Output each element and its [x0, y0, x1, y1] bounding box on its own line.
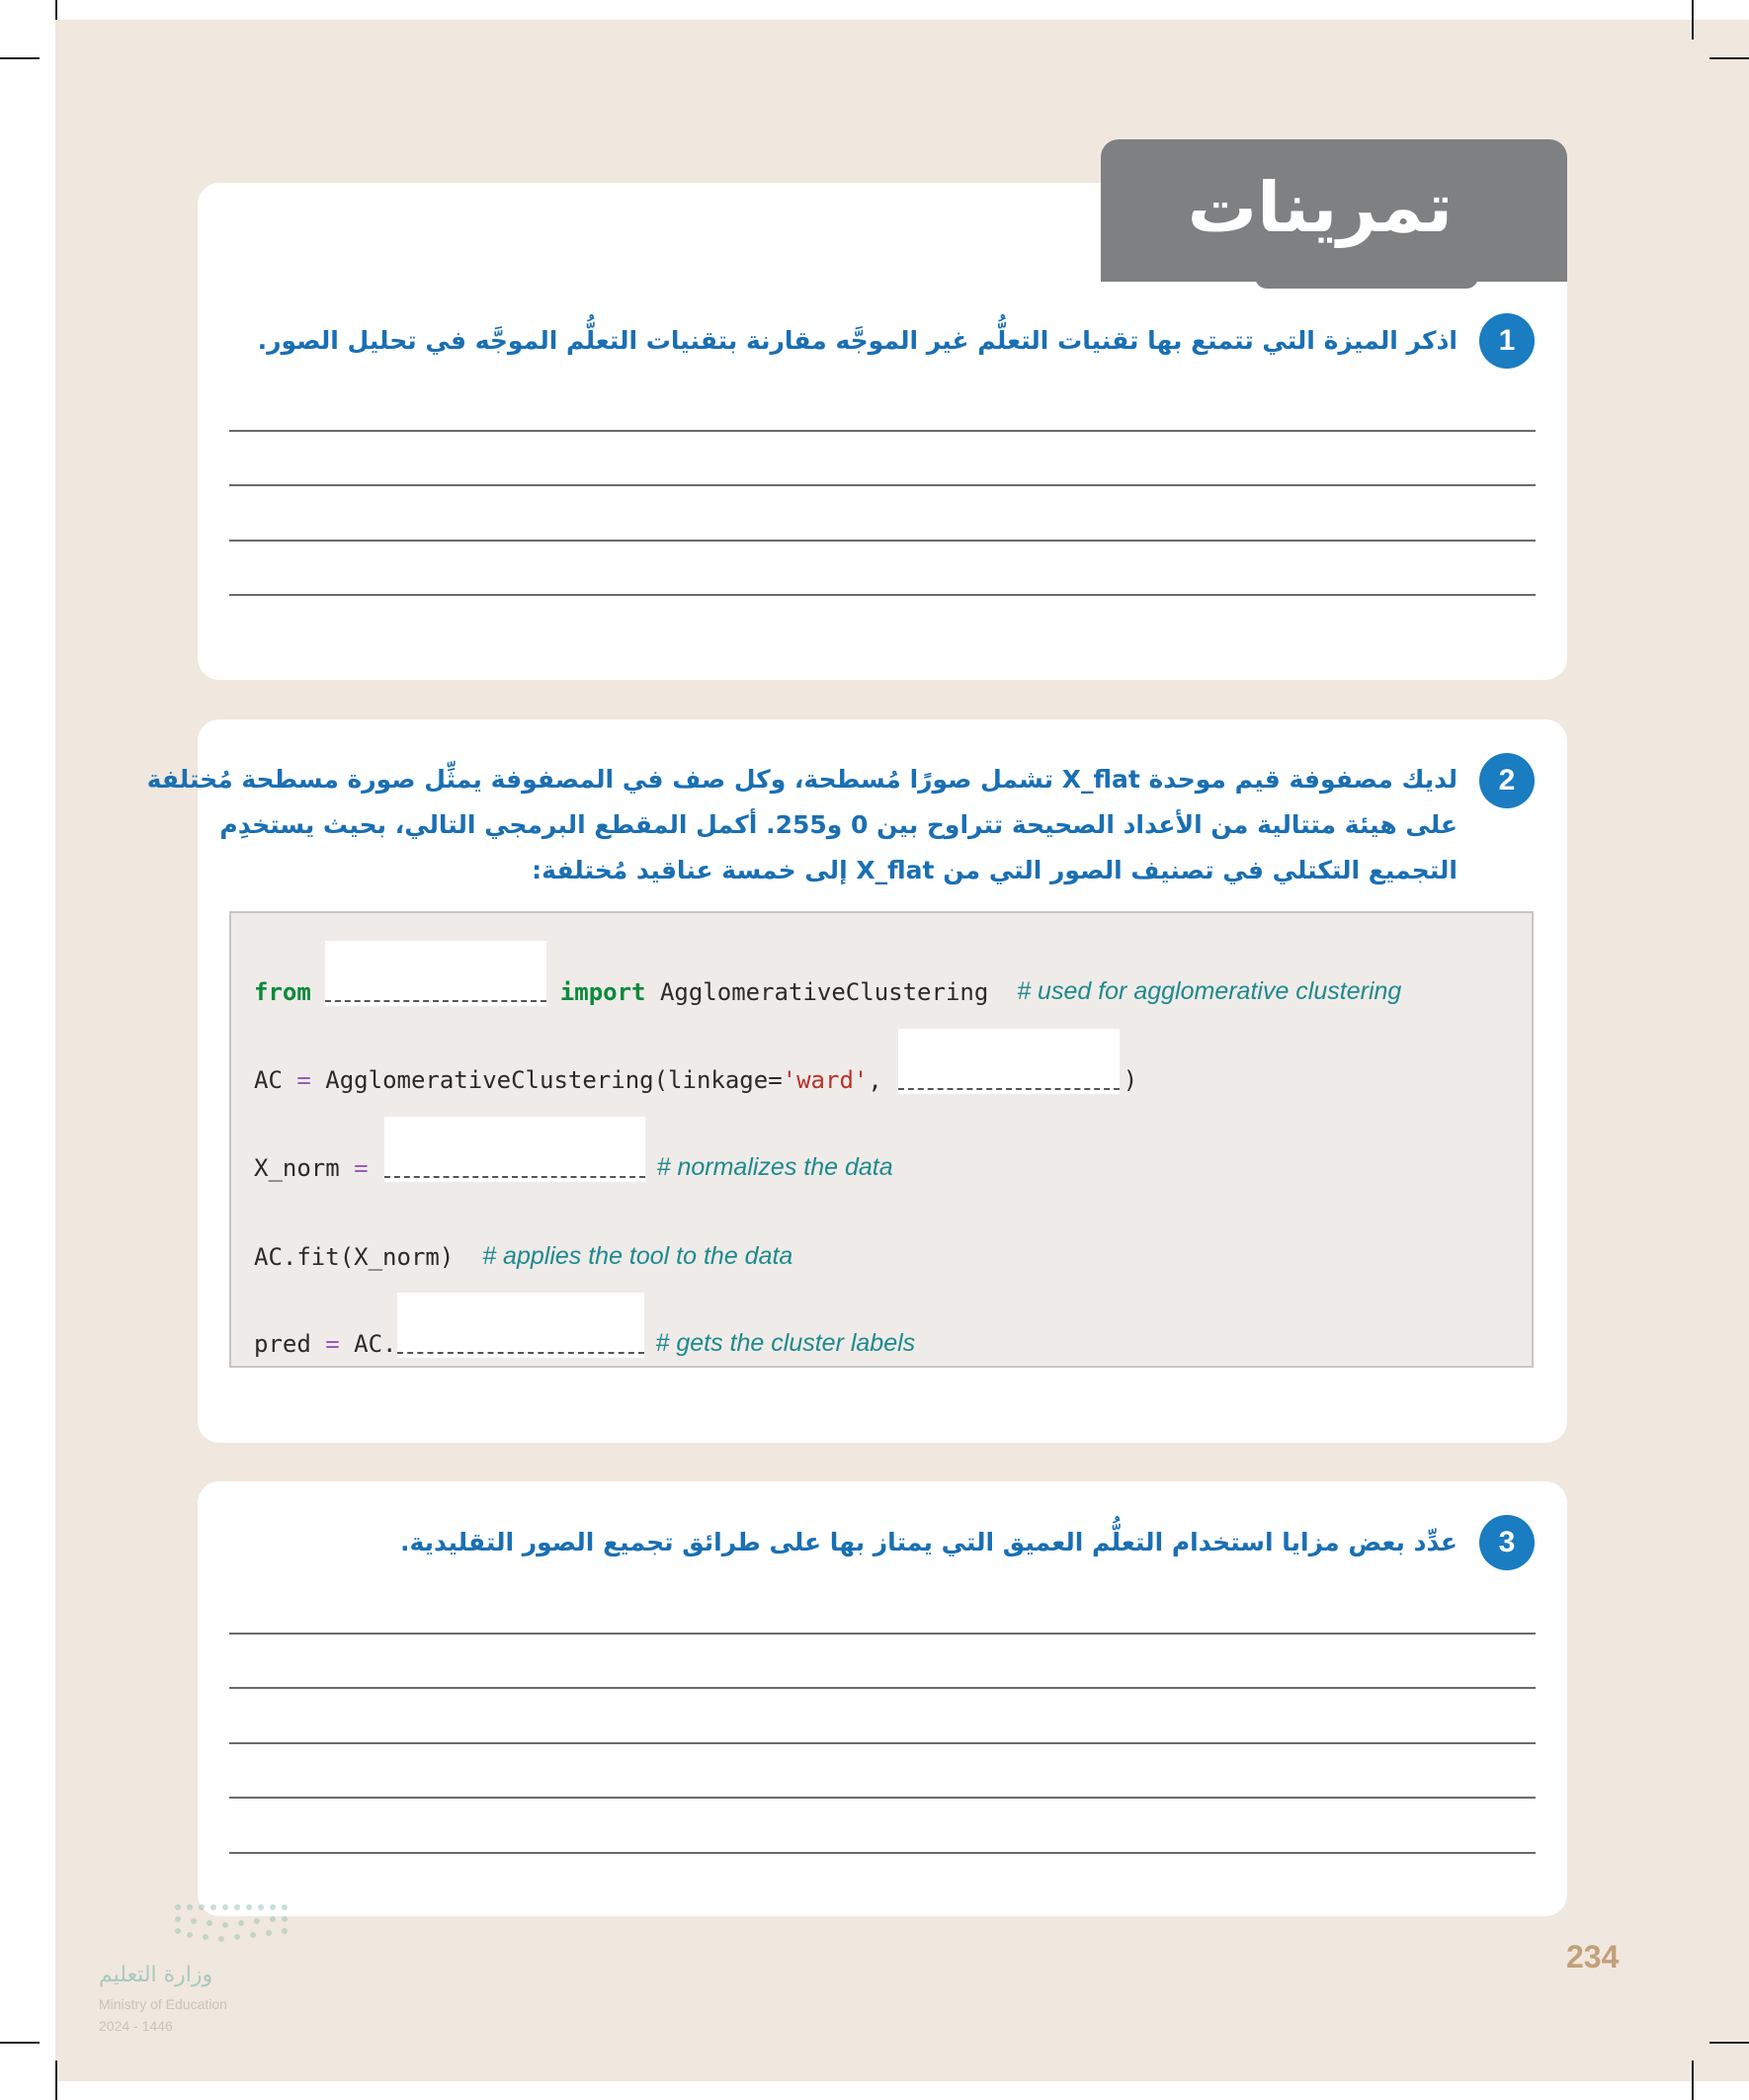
- answer-line[interactable]: [229, 1742, 1536, 1744]
- code-comment: # applies the tool to the data: [482, 1242, 793, 1270]
- code-blank-clusters[interactable]: [898, 1029, 1120, 1094]
- code-line-2: [254, 1025, 1137, 1094]
- crop-mark: [55, 2060, 57, 2100]
- class-name: AgglomerativeClustering: [659, 978, 989, 1006]
- keyword-from: from: [254, 978, 311, 1006]
- page-number: 234: [1566, 1939, 1620, 1974]
- question-number-3: 3: [1479, 1515, 1535, 1570]
- answer-line[interactable]: [229, 594, 1536, 596]
- code-var: pred: [254, 1330, 311, 1358]
- crop-mark: [1692, 0, 1694, 40]
- crop-mark: [0, 57, 40, 59]
- code-operator: =: [354, 1154, 369, 1182]
- logo-year: 2024 - 1446: [99, 2018, 173, 2034]
- question-3-text: عدِّد بعض مزايا استخدام التعلُّم العميق التي يمتاز بها على طرائق تجميع الصور التقليدية.: [399, 1528, 1458, 1556]
- code-object: AC.: [354, 1330, 397, 1358]
- code-operator: =: [296, 1066, 311, 1094]
- question-number-1: 1: [1479, 313, 1535, 369]
- question-2-line-3: التجميع التكتلي في تصنيف الصور التي من X_flat إلى خمسة عناقيد مُختلفة:: [532, 856, 1458, 884]
- code-comment: # gets the cluster labels: [655, 1329, 916, 1357]
- code-line-5: [254, 1289, 915, 1358]
- title-tab-tail: [1255, 267, 1478, 289]
- answer-line[interactable]: [229, 1633, 1536, 1635]
- logo-name: وزارة التعليم: [99, 1963, 213, 1987]
- code-comma: ,: [868, 1066, 882, 1094]
- code-blank-module[interactable]: [325, 941, 546, 1006]
- code-comment: # used for agglomerative clustering: [1017, 977, 1402, 1005]
- code-var: X_norm: [254, 1154, 340, 1182]
- crop-mark: [0, 2042, 40, 2044]
- code-operator: =: [325, 1330, 340, 1358]
- answer-line[interactable]: [229, 484, 1536, 486]
- crop-mark: [55, 0, 57, 20]
- code-var: AC: [254, 1066, 283, 1094]
- keyword-import: import: [559, 978, 646, 1006]
- crop-mark: [1709, 57, 1749, 59]
- question-1-text: اذكر الميزة التي تتمتع بها تقنيات التعلُّم غير الموجَّه مقارنة بتقنيات التعلُّم الموجَّه في تحليل الصور.: [257, 326, 1458, 355]
- code-blank-labels[interactable]: [397, 1293, 644, 1358]
- question-2-line-2: على هيئة متتالية من الأعداد الصحيحة تتراوح بين 0 و255. أكمل المقطع البرمجي التالي، بحيث يستخدِم: [219, 810, 1458, 839]
- code-string: 'ward': [782, 1066, 869, 1094]
- code-blank-normalize[interactable]: [384, 1117, 645, 1182]
- code-line-1: [254, 937, 1401, 1006]
- logo-subtitle: Ministry of Education: [99, 1996, 227, 2012]
- question-number-2: 2: [1479, 753, 1535, 808]
- code-line-4: [254, 1221, 792, 1271]
- answer-line[interactable]: [229, 430, 1536, 432]
- answer-line[interactable]: [229, 540, 1536, 542]
- answer-line[interactable]: [229, 1687, 1536, 1689]
- code-statement: AC.fit(X_norm): [254, 1243, 455, 1271]
- code-line-3: [254, 1113, 893, 1182]
- crop-mark: [1709, 2042, 1749, 2044]
- question-2-line-1: لديك مصفوفة قيم موحدة X_flat تشمل صورًا مُسطحة، وكل صف في المصفوفة يمثِّل صورة مسطحة مُختلفة: [146, 765, 1458, 794]
- code-call: AgglomerativeClustering(linkage=: [325, 1066, 783, 1094]
- crop-mark: [1692, 2060, 1694, 2100]
- code-comment: # normalizes the data: [656, 1153, 893, 1181]
- page-title: تمرينات: [1187, 167, 1453, 248]
- answer-line[interactable]: [229, 1852, 1536, 1854]
- code-close-paren: ): [1123, 1066, 1138, 1094]
- answer-line[interactable]: [229, 1797, 1536, 1799]
